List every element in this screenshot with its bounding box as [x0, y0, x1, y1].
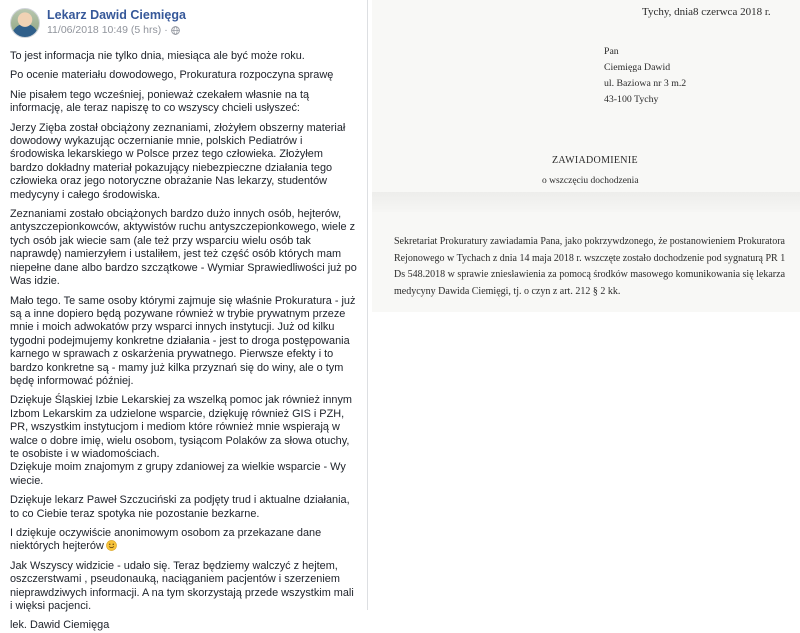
post-paragraph: Jerzy Zięba został obciążony zeznaniami, złożyłem obszerny materiał dowodowy wykazując oczernianie mnie, polskich Pediatrów i środowiska lekarskiego w Polsce przez tego człowieka. Złożyłem bardzo dokładny materiał pokazujący niebezpieczne działania tego człowieka oraz jego notoryczne obrażanie Nas lekarzy, studentów medycyny i całego środowiska.	[10, 121, 346, 201]
recipient-line: Ciemięga Dawid	[604, 62, 671, 73]
post-paragraph: Dziękuje Śląskiej Izbie Lekarskiej za wszelką pomoc jak również innym Izbom Lekarskim za udzielone wsparcie, dziękuję również GIS i PZH, PR, wszystkim instytucjom i mediom które również mnie wspierają w walce o dobre imię, wielu osobom, tysiącom Polaków za słowa otuchy, te osobiste i w wiadomościach.	[10, 394, 352, 460]
post-meta	[47, 23, 186, 37]
post-paragraph: Zeznaniami zostało obciążonych bardzo dużo innych osób, hejterów, antyszczepionkowców, aktywistów ruchu antyszczepionkowego, wiele z tych osób jak wiecie sam (ale też przy wsparciu wielu osób tak naprawdę) namierzyłem i ustaliłem, jest też część osób których mam niepełne dane albo bardzo szczątkowe - Wymiar Sprawiedliwości już po Was idzie.	[10, 208, 357, 288]
post-text	[10, 50, 357, 633]
post-paragraph: Dziękuje lekarz Paweł Szczuciński za podjęty trud i aktualne działania, to co Ciebie teraz spotyka nie pozostanie bezkarne.	[10, 494, 350, 520]
recipient-line: ul. Baziowa nr 3 m.2	[604, 78, 687, 89]
meta-separator: ·	[164, 24, 168, 36]
letter-title: ZAWIADOMIENIE	[552, 155, 638, 166]
post-paragraph: Jak Wszyscy widzicie - udało się. Teraz będziemy walczyć z hejtem, oszczerstwami , pseudonauką, naciąganiem pacjentów i szerzeniem nieprawdziwych informacji. A na tym skorzystają przede wszystkim mali i więksi pacjenci.	[10, 559, 354, 613]
post-paragraph: Nie pisałem tego wcześniej, ponieważ czekałem własnie na tą informację, ale teraz napiszę to co wszyscy chcieli usłyszeć:	[10, 88, 310, 115]
author-block	[47, 8, 186, 37]
paper-fold-shadow	[372, 192, 800, 212]
globe-icon[interactable]	[171, 26, 180, 35]
post-header	[10, 8, 357, 42]
post-paragraph-text: I dziękuje oczywiście anonimowym osobom za przekazane dane niektórych hejterów	[10, 527, 322, 553]
recipient-line: Pan	[604, 46, 619, 57]
empty-area	[372, 312, 800, 610]
post-paragraph: Mało tego. Te same osoby którymi zajmuje się właśnie Prokuratura - już są a inne dopiero będą pozywane również w trybie prywatnym przeze mnie i moich adwokatów przy wsparci innych instytucji. Już od kilku tygodni podejmujemy konkretne działania - jest to droga postępowania karnego w sprawach z oskarżenia prywatnego. Pierwsze efekty i to bardzo konkretne są - mamy już kilka przyznań się do winy, ale o tym będę informować później.	[10, 294, 356, 387]
post-paragraph: To jest informacja nie tylko dnia, miesiąca ale być może roku.	[10, 50, 305, 62]
letter-body-line: medycyny Dawida Ciemięgi, tj. o czyn z art. 212 § 2 kk.	[394, 285, 621, 297]
recipient-line: 43-100 Tychy	[604, 94, 659, 105]
post-timestamp[interactable]: 11/06/2018 10:49 (5 hrs)	[47, 24, 162, 36]
author-name-link[interactable]: Lekarz Dawid Ciemięga	[47, 8, 186, 22]
letter-body	[394, 234, 792, 300]
scanned-letter-image	[372, 0, 800, 312]
letter-body-line: Ds 548.2018 w sprawie zniesławienia za pomocą środków masowego komunikowania się lekarza	[394, 269, 786, 280]
facebook-post	[0, 0, 368, 632]
post-signature: lek. Dawid Ciemięga	[10, 619, 110, 632]
letter-body-line: Rejonowego w Tychach z dnia 14 maja 2018 r. wszczęte zostało dochodzenie pod sygnaturą PR 1	[394, 252, 786, 264]
letter-date: Tychy, dnia8 czerwca 2018 r.	[642, 6, 771, 18]
post-paragraph: Po ocenie materiału dowodowego, Prokuratura rozpoczyna sprawę	[10, 69, 334, 82]
smile-emoji-icon	[106, 540, 117, 551]
post-paragraph: Dziękuje moim znajomym z grupy zdaniowej za wielkie wsparcie - Wy wiecie.	[10, 461, 346, 487]
author-avatar[interactable]	[10, 8, 40, 38]
letter-subtitle: o wszczęciu dochodzenia	[542, 176, 639, 186]
letter-body-line: Sekretariat Prokuratury zawiadamia Pana, jako pokrzywdzonego, że postanowieniem Prokuratora	[394, 236, 785, 247]
recipient-address	[604, 44, 686, 108]
post-paragraph-with-emoji	[10, 527, 357, 554]
